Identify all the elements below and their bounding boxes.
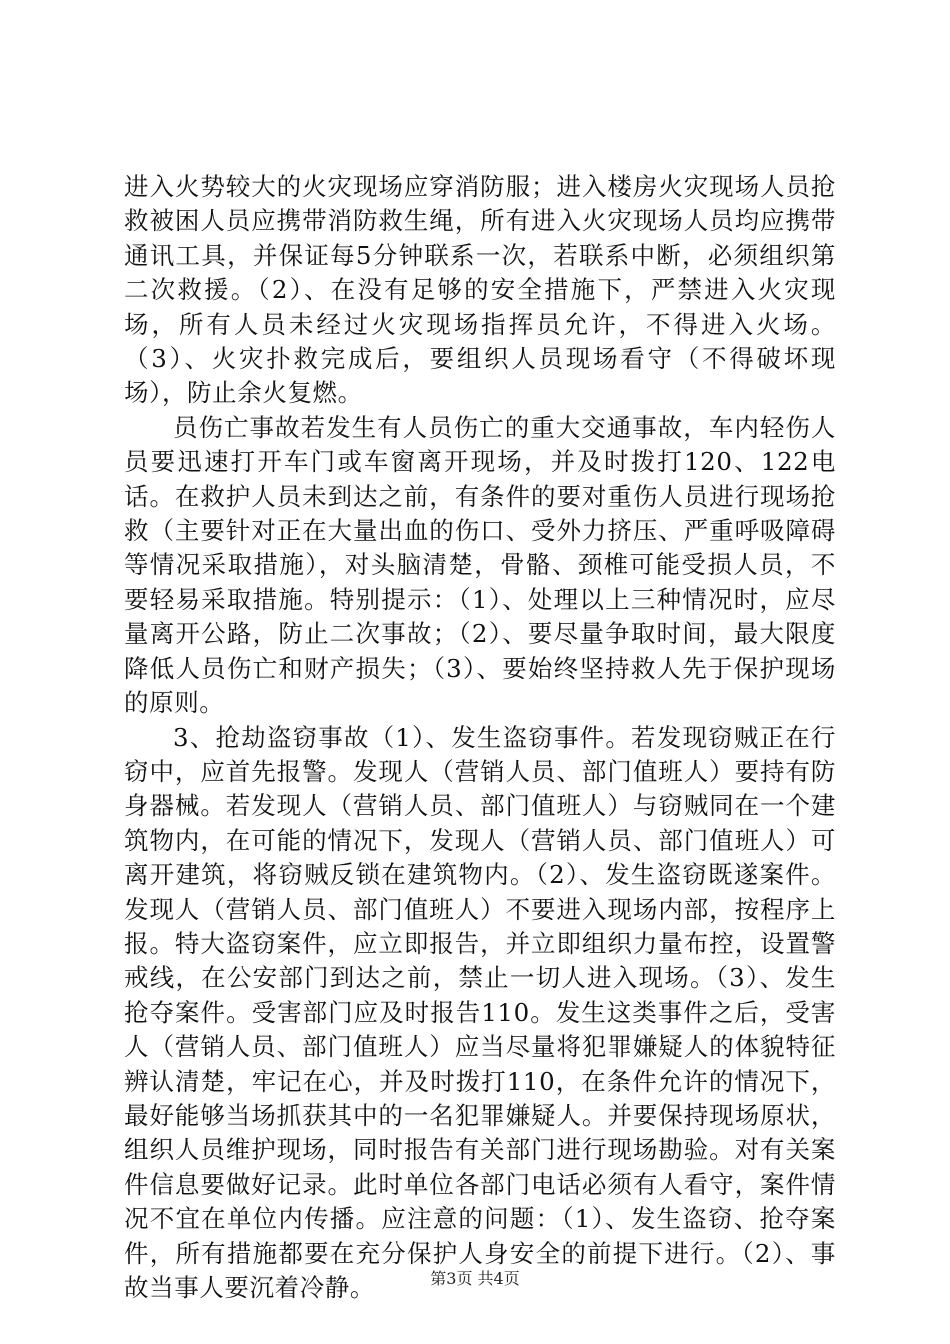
document-body (124, 170, 836, 1305)
paragraph-fire-continued: 进入火势较大的火灾现场应穿消防服；进入楼房火灾现场人员抢救被困人员应携带消防救生绳，所有进入火灾现场人员均应携带通讯工具，并保证每5分钟联系一次，若联系中断，必须组织第二次救援。（2）、在没有足够的安全措施下，严禁进入火灾现场，所有人员未经过火灾现场指挥员允许，不得进入火场。（3）、火灾扑救完成后，要组织人员现场看守（不得破坏现场），防止余火复燃。 (124, 172, 836, 408)
paragraph-traffic-accident: 员伤亡事故若发生有人员伤亡的重大交通事故，车内轻伤人员要迅速打开车门或车窗离开现场，并及时拨打120、122电话。在救护人员未到达之前，有条件的要对重伤人员进行现场抢救（主要针对正在大量出血的伤口、受外力挤压、严重呼吸障碍等情况采取措施），对头脑清楚，骨骼、颈椎可能受损人员，不要轻易采取措施。特别提示：（1）、处理以上三种情况时，应尽量离开公路，防止二次事故；（2）、要尽量争取时间，最大限度降低人员伤亡和财产损失；（3）、要始终坚持救人先于保护现场的原则。 (124, 412, 836, 718)
page-number-footer: 第3页 共4页 (430, 1269, 520, 1288)
paragraph-robbery-theft: 3、抢劫盗窃事故（1）、发生盗窃事件。若发现窃贼正在行窃中，应首先报警。发现人（营销人员、部门值班人）要持有防身器械。若发现人（营销人员、部门值班人）与窃贼同在一个建筑物内，在可能的情况下，发现人（营销人员、部门值班人）可离开建筑，将窃贼反锁在建筑物内。（2）、发生盗窃既遂案件。发现人（营销人员、部门值班人）不要进入现场内部，按程序上报。特大盗窃案件，应立即报告，并立即组织力量布控，设置警戒线，在公安部门到达之前，禁止一切人进入现场。（3）、发生抢夺案件。受害部门应及时报告110。发生这类事件之后，受害人（营销人员、部门值班人）应当尽量将犯罪嫌疑人的体貌特征辨认清楚，牢记在心，并及时拨打110，在条件允许的情况下，最好能够当场抓获其中的一名犯罪嫌疑人。并要保持现场原状，组织人员维护现场，同时报告有关部门进行现场勘验。对有关案件信息要做好记录。此时单位各部门电话必须有人看守，案件情况不宜在单位内传播。应注意的问题：（1）、发生盗窃、抢夺案件，所有措施都要在充分保护人身安全的前提下进行。（2）、事故当事人要沉着冷静。 (124, 722, 836, 1302)
